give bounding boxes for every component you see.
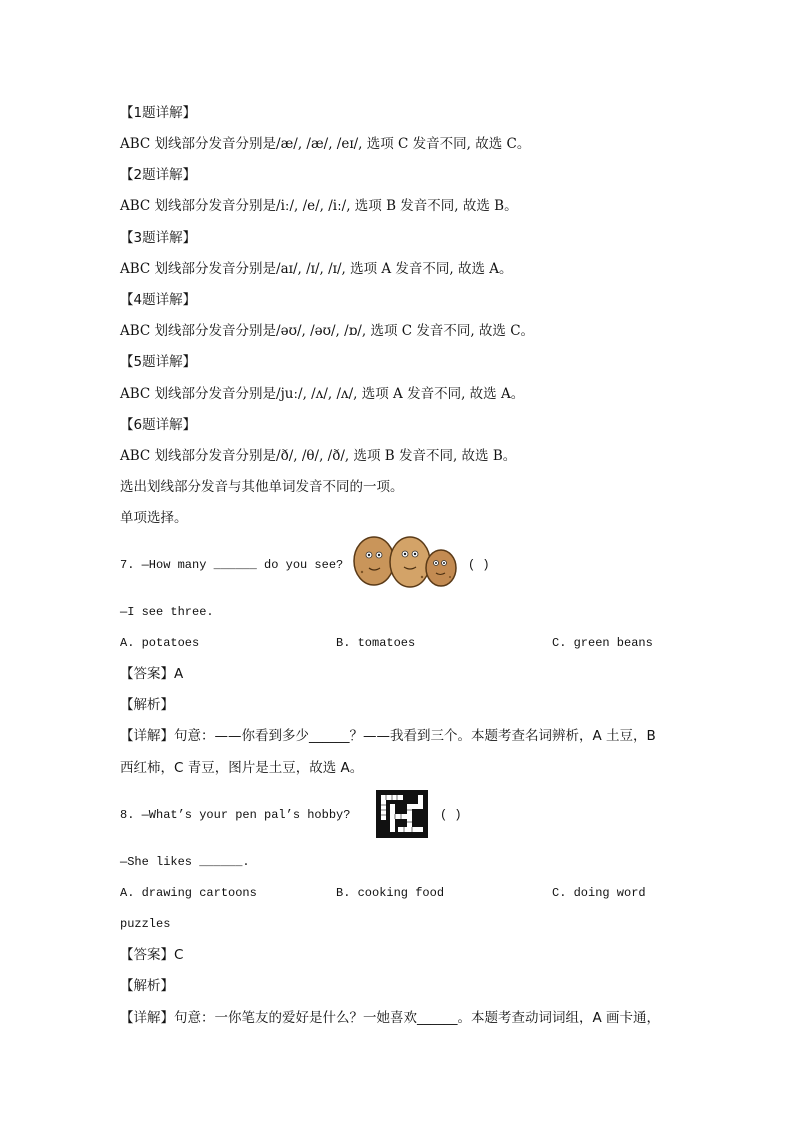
- potatoes-illustration-icon: [352, 532, 464, 592]
- explanation-6-text: ABC 划线部分发音分别是/ð/, /θ/, /ð/, 选项 B 发音不同, 故选 B。: [120, 448, 517, 464]
- q8-option-c: C. doing word: [552, 886, 646, 900]
- q7-option-b: B. tomatoes: [336, 636, 416, 650]
- explanation-4-heading: 【4题详解】: [120, 292, 197, 308]
- q7-detail-line-2: 西红柿，C 青豆，图片是土豆，故选 A。: [120, 760, 364, 776]
- q7-answer: 【答案】A: [120, 666, 184, 682]
- explanation-2-text: ABC 划线部分发音分别是/iː/, /e/, /iː/, 选项 B 发音不同, 故选 B。: [120, 198, 518, 214]
- q8-option-b: B. cooking food: [336, 886, 445, 900]
- q7-option-c: C. green beans: [552, 636, 653, 650]
- explanation-5-text: ABC 划线部分发音分别是/juː/, /ʌ/, /ʌ/, 选项 A 发音不同, 故选 A。: [120, 386, 525, 402]
- crossword-puzzle-icon: [376, 790, 428, 838]
- q8-detail-line-1: 【详解】句意：一你笔友的爱好是什么？一她喜欢______。本题考查动词词组，A 画卡通，: [120, 1010, 661, 1026]
- q8-answer-bracket: ( ): [440, 808, 462, 822]
- instruction-single-choice: 单项选择。: [120, 510, 188, 526]
- q8-option-a: A. drawing cartoons: [120, 886, 257, 900]
- q8-answer: 【答案】C: [120, 947, 184, 963]
- q7-answer-bracket: ( ): [468, 558, 490, 572]
- explanation-3-heading: 【3题详解】: [120, 230, 197, 246]
- explanation-3-text: ABC 划线部分发音分别是/aɪ/, /ɪ/, /ɪ/, 选项 A 发音不同, 故选 A。: [120, 261, 513, 277]
- q7-reply: —I see three.: [120, 605, 214, 619]
- q8-reply: —She likes ______.: [120, 855, 250, 869]
- q7-question: 7. —How many ______ do you see?: [120, 558, 344, 572]
- explanation-2-heading: 【2题详解】: [120, 167, 197, 183]
- q8-option-c-wrap: puzzles: [120, 917, 171, 931]
- q8-question: 8. —What’s your pen pal’s hobby?: [120, 808, 351, 822]
- q8-analysis-label: 【解析】: [120, 978, 174, 994]
- explanation-1-text: ABC 划线部分发音分别是/æ/, /æ/, /eɪ/, 选项 C 发音不同, 故选 C。: [120, 136, 531, 152]
- instruction-pronunciation: 选出划线部分发音与其他单词发音不同的一项。: [120, 479, 404, 495]
- q7-analysis-label: 【解析】: [120, 697, 174, 713]
- explanation-6-heading: 【6题详解】: [120, 417, 197, 433]
- explanation-5-heading: 【5题详解】: [120, 354, 197, 370]
- explanation-1-heading: 【1题详解】: [120, 105, 197, 121]
- explanation-4-text: ABC 划线部分发音分别是/əʊ/, /əʊ/, /ɒ/, 选项 C 发音不同, 故选 C。: [120, 323, 535, 339]
- q7-option-a: A. potatoes: [120, 636, 200, 650]
- q7-detail-line-1: 【详解】句意：——你看到多少______？——我看到三个。本题考查名词辨析，A 土豆，B: [120, 728, 656, 744]
